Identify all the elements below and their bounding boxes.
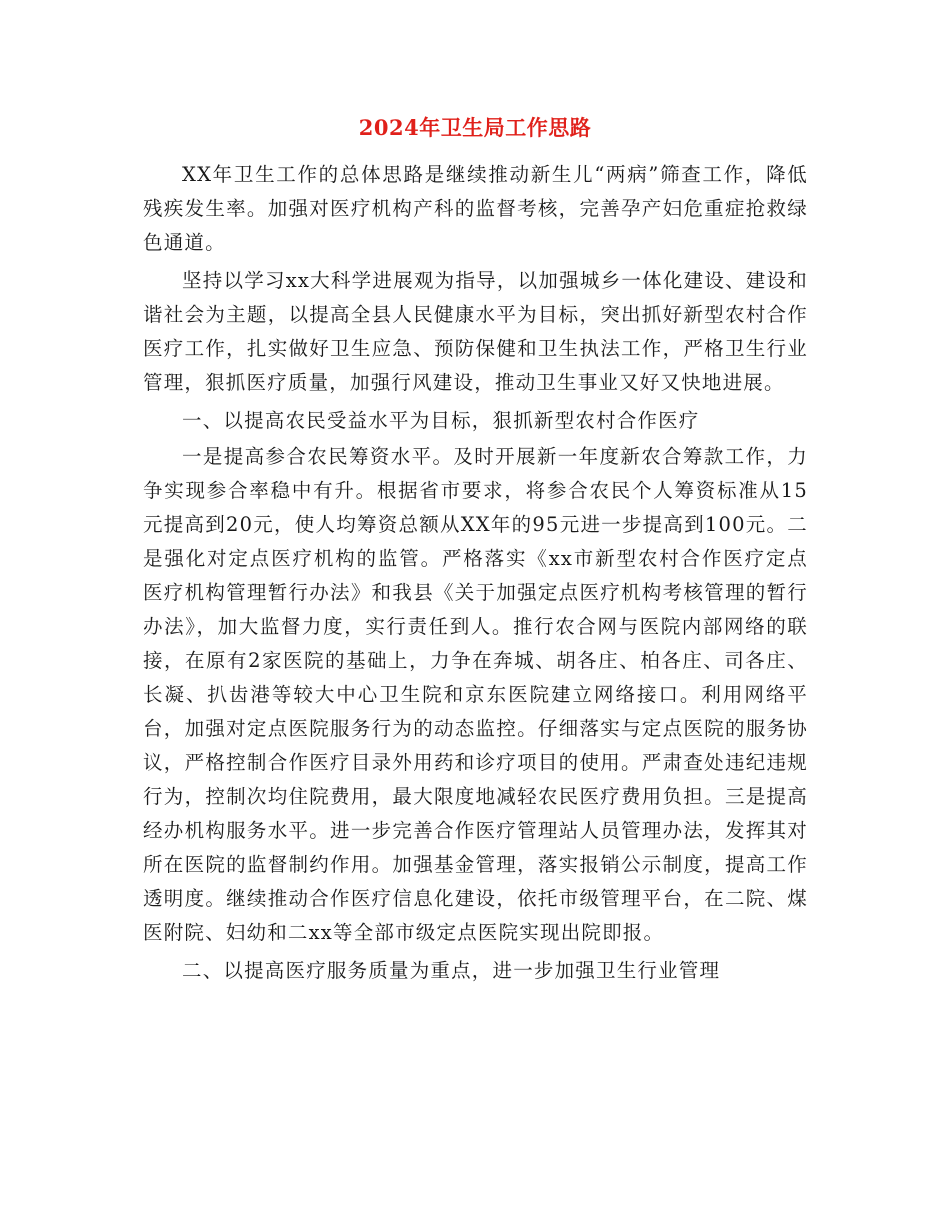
section-heading-1: 一、以提高农民受益水平为目标，狠抓新型农村合作医疗 (182, 409, 700, 432)
document-title: 2024年卫生局工作思路 (358, 115, 592, 140)
paragraph-overall-approach: XX年卫生工作的总体思路是继续推动新生儿“两病”筛查工作，降低残疾发生率。加强对医疗机构产科的监督考核，完善孕产妇危重症抢救绿色通道。 (143, 163, 808, 254)
document-body (143, 158, 808, 990)
paragraph-guiding-principle: 坚持以学习xx大科学进展观为指导，以加强城乡一体化建设、建设和谐社会为主题，以提高全县人民健康水平为目标，突出抓好新型农村合作医疗工作，扎实做好卫生应急、预防保健和卫生执法工作，严格卫生行业管理，狠抓医疗质量，加强行风建设，推动卫生事业又好又快地进展。 (143, 269, 808, 394)
section-heading-2: 二、以提高医疗服务质量为重点，进一步加强卫生行业管理 (182, 959, 721, 982)
paragraph-rural-cooperative-medical: 一是提高参合农民筹资水平。及时开展新一年度新农合筹款工作，力争实现参合率稳中有升。根据省市要求，将参合农民个人筹资标准从15元提高到20元，使人均筹资总额从XX年的95元进一步提高到100元。二是强化对定点医疗机构的监管。严格落实《xx市新型农村合作医疗定点医疗机构管理暂行办法》和我县《关于加强定点医疗机构考核管理的暂行办法》，加大监督力度，实行责任到人。推行农合网与医院内部网络的联接，在原有2家医院的基础上，力争在奔城、胡各庄、柏各庄、司各庄、长凝、扒齿港等较大中心卫生院和京东医院建立网络接口。利用网络平台，加强对定点医院服务行为的动态监控。仔细落实与定点医院的服务协议，严格控制合作医疗目录外用药和诊疗项目的使用。严肃查处违纪违规行为，控制次均住院费用，最大限度地减轻农民医疗费用负担。三是提高经办机构服务水平。进一步完善合作医疗管理站人员管理办法，发挥其对所在医院的监督制约作用。加强基金管理，落实报销公示制度，提高工作透明度。继续推动合作医疗信息化建设，依托市级管理平台，在二院、煤医附院、妇幼和二xx等全部市级定点医院实现出院即报。 (143, 445, 808, 944)
